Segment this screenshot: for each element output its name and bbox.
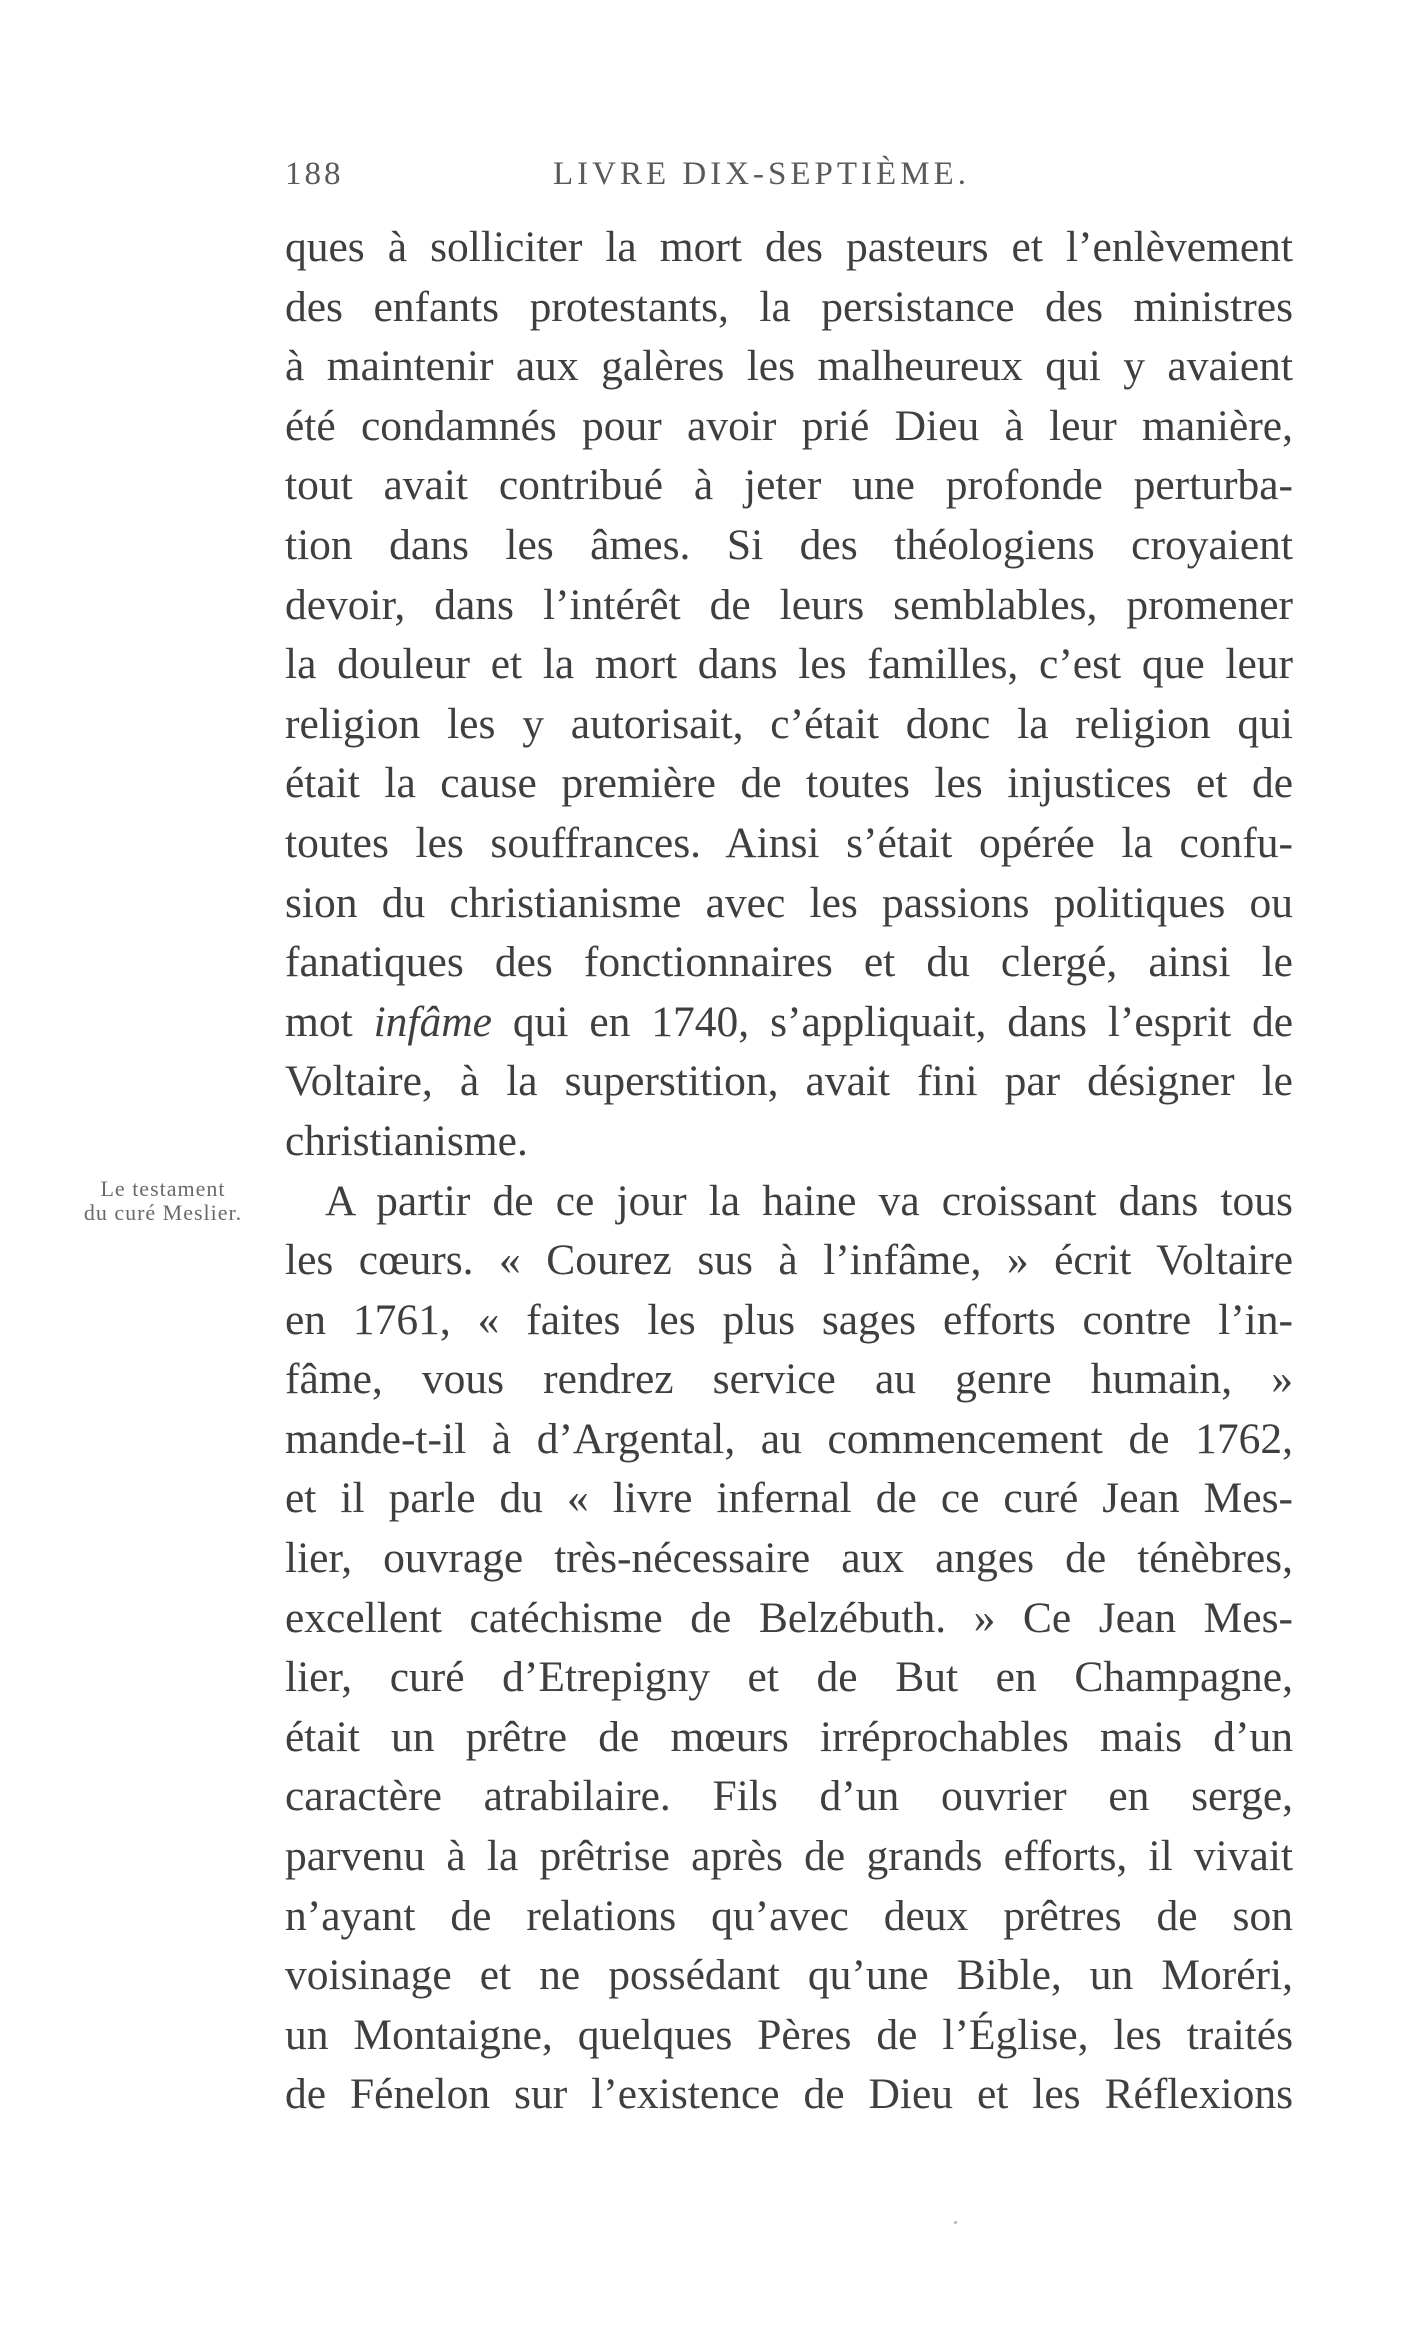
text-line: était un prêtre de mœurs irréprochables mais d’un xyxy=(285,1712,1293,1761)
text-line: tion dans les âmes. Si des théologiens croyaient xyxy=(285,520,1293,569)
text-line: sion du christianisme avec les passions politiques ou xyxy=(285,878,1293,927)
text-line: excellent catéchisme de Belzébuth. » Ce Jean Mes- xyxy=(285,1593,1293,1642)
text-line: était la cause première de toutes les injustices et de xyxy=(285,759,1293,808)
text-line: fâme, vous rendrez service au genre humain, » xyxy=(285,1355,1293,1404)
running-title: LIVRE DIX-SEPTIÈME. xyxy=(553,156,970,192)
text-line: parvenu à la prêtrise après de grands efforts, il vivait xyxy=(285,1832,1293,1881)
text-line: mande-t-il à d’Argental, au commencement de 1762, xyxy=(285,1414,1293,1463)
text-line: et il parle du « livre infernal de ce curé Jean Mes- xyxy=(285,1474,1293,1523)
text-line: n’ayant de relations qu’avec deux prêtres de son xyxy=(285,1891,1293,1940)
body-text xyxy=(285,218,1293,2125)
text-line: devoir, dans l’intérêt de leurs semblables, promener xyxy=(285,580,1293,629)
text-line: la douleur et la mort dans les familles, c’est que leur xyxy=(285,640,1293,689)
text-line-with-italic xyxy=(285,993,1293,1053)
margin-note-line: du curé Meslier. xyxy=(83,1200,243,1225)
text-line: fanatiques des fonctionnaires et du clergé, ainsi le xyxy=(285,938,1293,987)
text-line: lier, curé d’Etrepigny et de But en Champagne, xyxy=(285,1653,1293,1702)
margin-note-line: Le testament xyxy=(100,1176,226,1201)
text-line: toutes les souffrances. Ainsi s’était opérée la confu- xyxy=(285,818,1293,867)
text-line: de Fénelon sur l’existence de Dieu et les Réflexions xyxy=(285,2070,1293,2119)
text-line: caractère atrabilaire. Fils d’un ouvrier en serge, xyxy=(285,1772,1293,1821)
running-header xyxy=(285,156,1295,202)
text-fragment: qui en 1740, s’appliquait, dans l’esprit de xyxy=(491,997,1294,1046)
paper-speck xyxy=(954,2221,957,2224)
text-line: ques à solliciter la mort des pasteurs et l’enlèvement xyxy=(285,223,1293,271)
margin-note xyxy=(58,1177,268,1225)
text-line: été condamnés pour avoir prié Dieu à leur manière, xyxy=(285,401,1293,450)
text-line: tout avait contribué à jeter une profonde perturba- xyxy=(285,461,1293,510)
paragraph-start-line: A partir de ce jour la haine va croissant dans tous xyxy=(325,1176,1293,1225)
text-line: Voltaire, à la superstition, avait fini par désigner le xyxy=(285,1057,1293,1106)
text-line: religion les y autorisait, c’était donc la religion qui xyxy=(285,699,1293,748)
text-line: lier, ouvrage très-nécessaire aux anges de ténèbres, xyxy=(285,1534,1293,1583)
page-number: 188 xyxy=(285,156,344,192)
text-line: christianisme. xyxy=(285,1116,528,1165)
italic-word: infâme xyxy=(373,997,492,1046)
text-line: voisinage et ne possédant qu’une Bible, un Moréri, xyxy=(285,1951,1293,2000)
text-line: un Montaigne, quelques Pères de l’Église, les traités xyxy=(285,2010,1293,2059)
text-line: à maintenir aux galères les malheureux qui y avaient xyxy=(285,342,1293,391)
text-fragment: mot xyxy=(285,997,374,1046)
text-line: des enfants protestants, la persistance des ministres xyxy=(285,282,1293,331)
text-line: en 1761, « faites les plus sages efforts contre l’in- xyxy=(285,1295,1293,1344)
text-line: les cœurs. « Courez sus à l’infâme, » écrit Voltaire xyxy=(285,1236,1293,1285)
